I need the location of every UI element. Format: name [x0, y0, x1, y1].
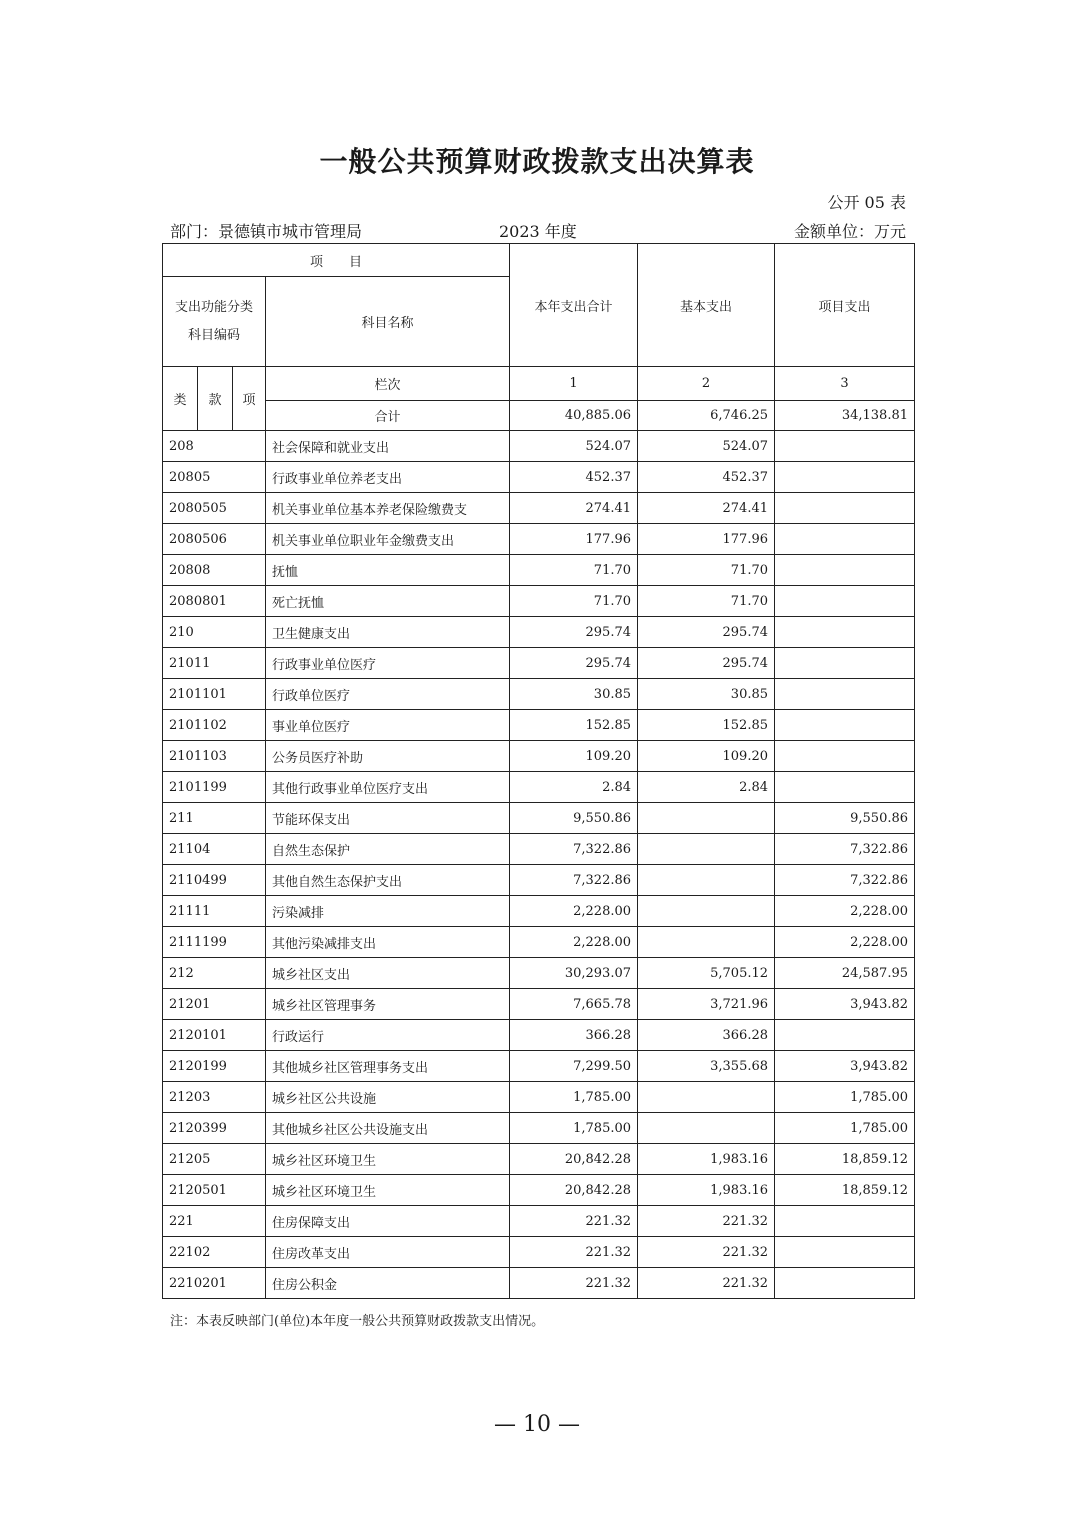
row-basic: 452.37: [638, 462, 775, 493]
row-code: 21201: [163, 989, 266, 1020]
row-basic: 177.96: [638, 524, 775, 555]
row-basic: 274.41: [638, 493, 775, 524]
row-project: 2,228.00: [775, 896, 915, 927]
row-basic: [638, 896, 775, 927]
row-subject-name: 自然生态保护: [266, 834, 510, 865]
row-basic: 71.70: [638, 555, 775, 586]
header-kuan: 款: [198, 367, 233, 431]
row-project: [775, 431, 915, 462]
row-subject-name: 城乡社区公共设施: [266, 1082, 510, 1113]
row-subject-name: 其他污染减排支出: [266, 927, 510, 958]
row-code: 2101103: [163, 741, 266, 772]
budget-table: [162, 243, 915, 1299]
table-row: [163, 1113, 915, 1144]
row-subject-name: 事业单位医疗: [266, 710, 510, 741]
meta-row: [170, 219, 906, 241]
row-code: 2080505: [163, 493, 266, 524]
table-row: [163, 431, 915, 462]
row-project: [775, 555, 915, 586]
row-code: 2210201: [163, 1268, 266, 1299]
row-basic: 1,983.16: [638, 1175, 775, 1206]
row-total: 1,785.00: [510, 1113, 638, 1144]
row-subject-name: 公务员医疗补助: [266, 741, 510, 772]
row-total: 152.85: [510, 710, 638, 741]
row-code: 21104: [163, 834, 266, 865]
row-code: 221: [163, 1206, 266, 1237]
table-row: [163, 648, 915, 679]
lanci-3: 3: [775, 367, 915, 401]
table-row: [163, 741, 915, 772]
header-lei: 类: [163, 367, 198, 431]
header-code-line2: 科目编码: [187, 327, 240, 343]
row-basic: 221.32: [638, 1268, 775, 1299]
row-project: [775, 586, 915, 617]
row-total: 7,322.86: [510, 834, 638, 865]
table-row: [163, 493, 915, 524]
row-basic: 295.74: [638, 648, 775, 679]
row-project: [775, 1237, 915, 1268]
row-subject-name: 行政单位医疗: [266, 679, 510, 710]
row-project: 9,550.86: [775, 803, 915, 834]
row-subject-name: 抚恤: [266, 555, 510, 586]
row-subject-name: 机关事业单位基本养老保险缴费支: [266, 493, 510, 524]
total-label: 合计: [266, 401, 510, 431]
row-subject-name: 行政事业单位医疗: [266, 648, 510, 679]
table-row: [163, 617, 915, 648]
row-basic: [638, 865, 775, 896]
row-total: 2,228.00: [510, 927, 638, 958]
row-total: 30,293.07: [510, 958, 638, 989]
row-code: 22102: [163, 1237, 266, 1268]
row-total: 20,842.28: [510, 1175, 638, 1206]
row-project: [775, 1206, 915, 1237]
row-subject-name: 住房公积金: [266, 1268, 510, 1299]
row-total: 20,842.28: [510, 1144, 638, 1175]
row-basic: 524.07: [638, 431, 775, 462]
row-subject-name: 其他城乡社区管理事务支出: [266, 1051, 510, 1082]
row-project: 7,322.86: [775, 834, 915, 865]
row-subject-name: 城乡社区环境卫生: [266, 1144, 510, 1175]
row-project: [775, 710, 915, 741]
row-code: 2101199: [163, 772, 266, 803]
lanci-1: 1: [510, 367, 638, 401]
row-total: 452.37: [510, 462, 638, 493]
row-code: 2080506: [163, 524, 266, 555]
row-subject-name: 节能环保支出: [266, 803, 510, 834]
row-project: 3,943.82: [775, 989, 915, 1020]
row-total: 71.70: [510, 586, 638, 617]
row-code: 2120199: [163, 1051, 266, 1082]
row-total: 221.32: [510, 1268, 638, 1299]
row-project: 18,859.12: [775, 1175, 915, 1206]
header-project-expense: 项目支出: [775, 244, 915, 367]
row-basic: 3,721.96: [638, 989, 775, 1020]
row-basic: 366.28: [638, 1020, 775, 1051]
row-project: [775, 679, 915, 710]
row-total: 2.84: [510, 772, 638, 803]
table-row: [163, 1144, 915, 1175]
row-basic: 3,355.68: [638, 1051, 775, 1082]
table-row: [163, 555, 915, 586]
row-project: 1,785.00: [775, 1082, 915, 1113]
row-subject-name: 死亡抚恤: [266, 586, 510, 617]
row-code: 2080801: [163, 586, 266, 617]
row-subject-name: 城乡社区管理事务: [266, 989, 510, 1020]
row-basic: 1,983.16: [638, 1144, 775, 1175]
row-total: 2,228.00: [510, 896, 638, 927]
header-code-line1: 支出功能分类: [174, 299, 253, 315]
row-project: [775, 524, 915, 555]
table-row: [163, 462, 915, 493]
row-total: 7,665.78: [510, 989, 638, 1020]
page-title: 一般公共预算财政拨款支出决算表: [319, 145, 755, 178]
header-xiang: 项: [233, 367, 266, 431]
row-project: [775, 462, 915, 493]
row-total: 9,550.86: [510, 803, 638, 834]
row-basic: [638, 1113, 775, 1144]
row-total: 71.70: [510, 555, 638, 586]
row-project: 24,587.95: [775, 958, 915, 989]
row-code: 210: [163, 617, 266, 648]
row-total: 274.41: [510, 493, 638, 524]
row-code: 2101101: [163, 679, 266, 710]
row-subject-name: 住房改革支出: [266, 1237, 510, 1268]
row-code: 20808: [163, 555, 266, 586]
row-total: 7,299.50: [510, 1051, 638, 1082]
row-project: [775, 617, 915, 648]
row-code: 21111: [163, 896, 266, 927]
row-basic: [638, 803, 775, 834]
year-label: 2023 年度: [499, 222, 577, 241]
row-project: [775, 741, 915, 772]
row-project: 7,322.86: [775, 865, 915, 896]
row-project: 2,228.00: [775, 927, 915, 958]
row-total: 7,322.86: [510, 865, 638, 896]
page-number: — 10 —: [494, 1412, 580, 1437]
row-project: [775, 493, 915, 524]
total-basic: 6,746.25: [638, 401, 775, 431]
row-project: 18,859.12: [775, 1144, 915, 1175]
row-basic: 295.74: [638, 617, 775, 648]
row-subject-name: 卫生健康支出: [266, 617, 510, 648]
row-code: 2120501: [163, 1175, 266, 1206]
row-project: 3,943.82: [775, 1051, 915, 1082]
row-subject-name: 污染减排: [266, 896, 510, 927]
table-row: [163, 896, 915, 927]
table-row: [163, 679, 915, 710]
table-row: [163, 1206, 915, 1237]
row-basic: [638, 927, 775, 958]
footnote: 注：本表反映部门(单位)本年度一般公共预算财政拨款支出情况。: [170, 1314, 545, 1329]
row-project: [775, 648, 915, 679]
row-total: 295.74: [510, 648, 638, 679]
row-subject-name: 社会保障和就业支出: [266, 431, 510, 462]
row-code: 2101102: [163, 710, 266, 741]
table-row: [163, 772, 915, 803]
row-subject-name: 行政事业单位养老支出: [266, 462, 510, 493]
row-subject-name: 其他自然生态保护支出: [266, 865, 510, 896]
department-label: 部门：景德镇市城市管理局: [170, 222, 363, 241]
table-row: [163, 1175, 915, 1206]
row-basic: 5,705.12: [638, 958, 775, 989]
row-basic: 221.32: [638, 1237, 775, 1268]
table-row: [163, 927, 915, 958]
row-project: [775, 1020, 915, 1051]
header-subject-name: 科目名称: [266, 277, 510, 367]
row-code: 21205: [163, 1144, 266, 1175]
table-row: [163, 1020, 915, 1051]
row-total: 524.07: [510, 431, 638, 462]
row-code: 208: [163, 431, 266, 462]
row-code: 212: [163, 958, 266, 989]
row-subject-name: 城乡社区环境卫生: [266, 1175, 510, 1206]
row-total: 109.20: [510, 741, 638, 772]
row-project: [775, 772, 915, 803]
form-code: 公开 05 表: [827, 193, 906, 212]
header-code: [163, 277, 266, 367]
header-total: 本年支出合计: [510, 244, 638, 367]
unit-label: 金额单位：万元: [793, 222, 906, 241]
row-subject-name: 其他行政事业单位医疗支出: [266, 772, 510, 803]
row-basic: 152.85: [638, 710, 775, 741]
row-total: 366.28: [510, 1020, 638, 1051]
row-total: 30.85: [510, 679, 638, 710]
total-all: 40,885.06: [510, 401, 638, 431]
row-subject-name: 机关事业单位职业年金缴费支出: [266, 524, 510, 555]
row-code: 2110499: [163, 865, 266, 896]
row-code: 2111199: [163, 927, 266, 958]
row-subject-name: 其他城乡社区公共设施支出: [266, 1113, 510, 1144]
row-subject-name: 住房保障支出: [266, 1206, 510, 1237]
table-row: [163, 865, 915, 896]
row-basic: 221.32: [638, 1206, 775, 1237]
row-basic: 109.20: [638, 741, 775, 772]
row-total: 221.32: [510, 1237, 638, 1268]
table-row: [163, 1051, 915, 1082]
table-row: [163, 989, 915, 1020]
header-basic: 基本支出: [638, 244, 775, 367]
table-row: [163, 803, 915, 834]
row-code: 2120399: [163, 1113, 266, 1144]
row-total: 1,785.00: [510, 1082, 638, 1113]
row-total: 221.32: [510, 1206, 638, 1237]
row-basic: 71.70: [638, 586, 775, 617]
row-subject-name: 城乡社区支出: [266, 958, 510, 989]
table-row: [163, 1237, 915, 1268]
row-code: 21011: [163, 648, 266, 679]
header-project: 项 目: [163, 244, 510, 277]
row-total: 177.96: [510, 524, 638, 555]
table-row: [163, 1082, 915, 1113]
total-project: 34,138.81: [775, 401, 915, 431]
row-total: 295.74: [510, 617, 638, 648]
table-row: [163, 834, 915, 865]
header-lanci: 栏次: [266, 367, 510, 401]
row-code: 20805: [163, 462, 266, 493]
table-row: [163, 1268, 915, 1299]
row-code: 211: [163, 803, 266, 834]
row-basic: 30.85: [638, 679, 775, 710]
row-basic: [638, 1082, 775, 1113]
lanci-2: 2: [638, 367, 775, 401]
row-subject-name: 行政运行: [266, 1020, 510, 1051]
table-row: [163, 524, 915, 555]
table-row: [163, 586, 915, 617]
row-basic: [638, 834, 775, 865]
row-code: 2120101: [163, 1020, 266, 1051]
table-row: [163, 958, 915, 989]
row-basic: 2.84: [638, 772, 775, 803]
row-code: 21203: [163, 1082, 266, 1113]
table-row: [163, 710, 915, 741]
row-project: 1,785.00: [775, 1113, 915, 1144]
row-project: [775, 1268, 915, 1299]
